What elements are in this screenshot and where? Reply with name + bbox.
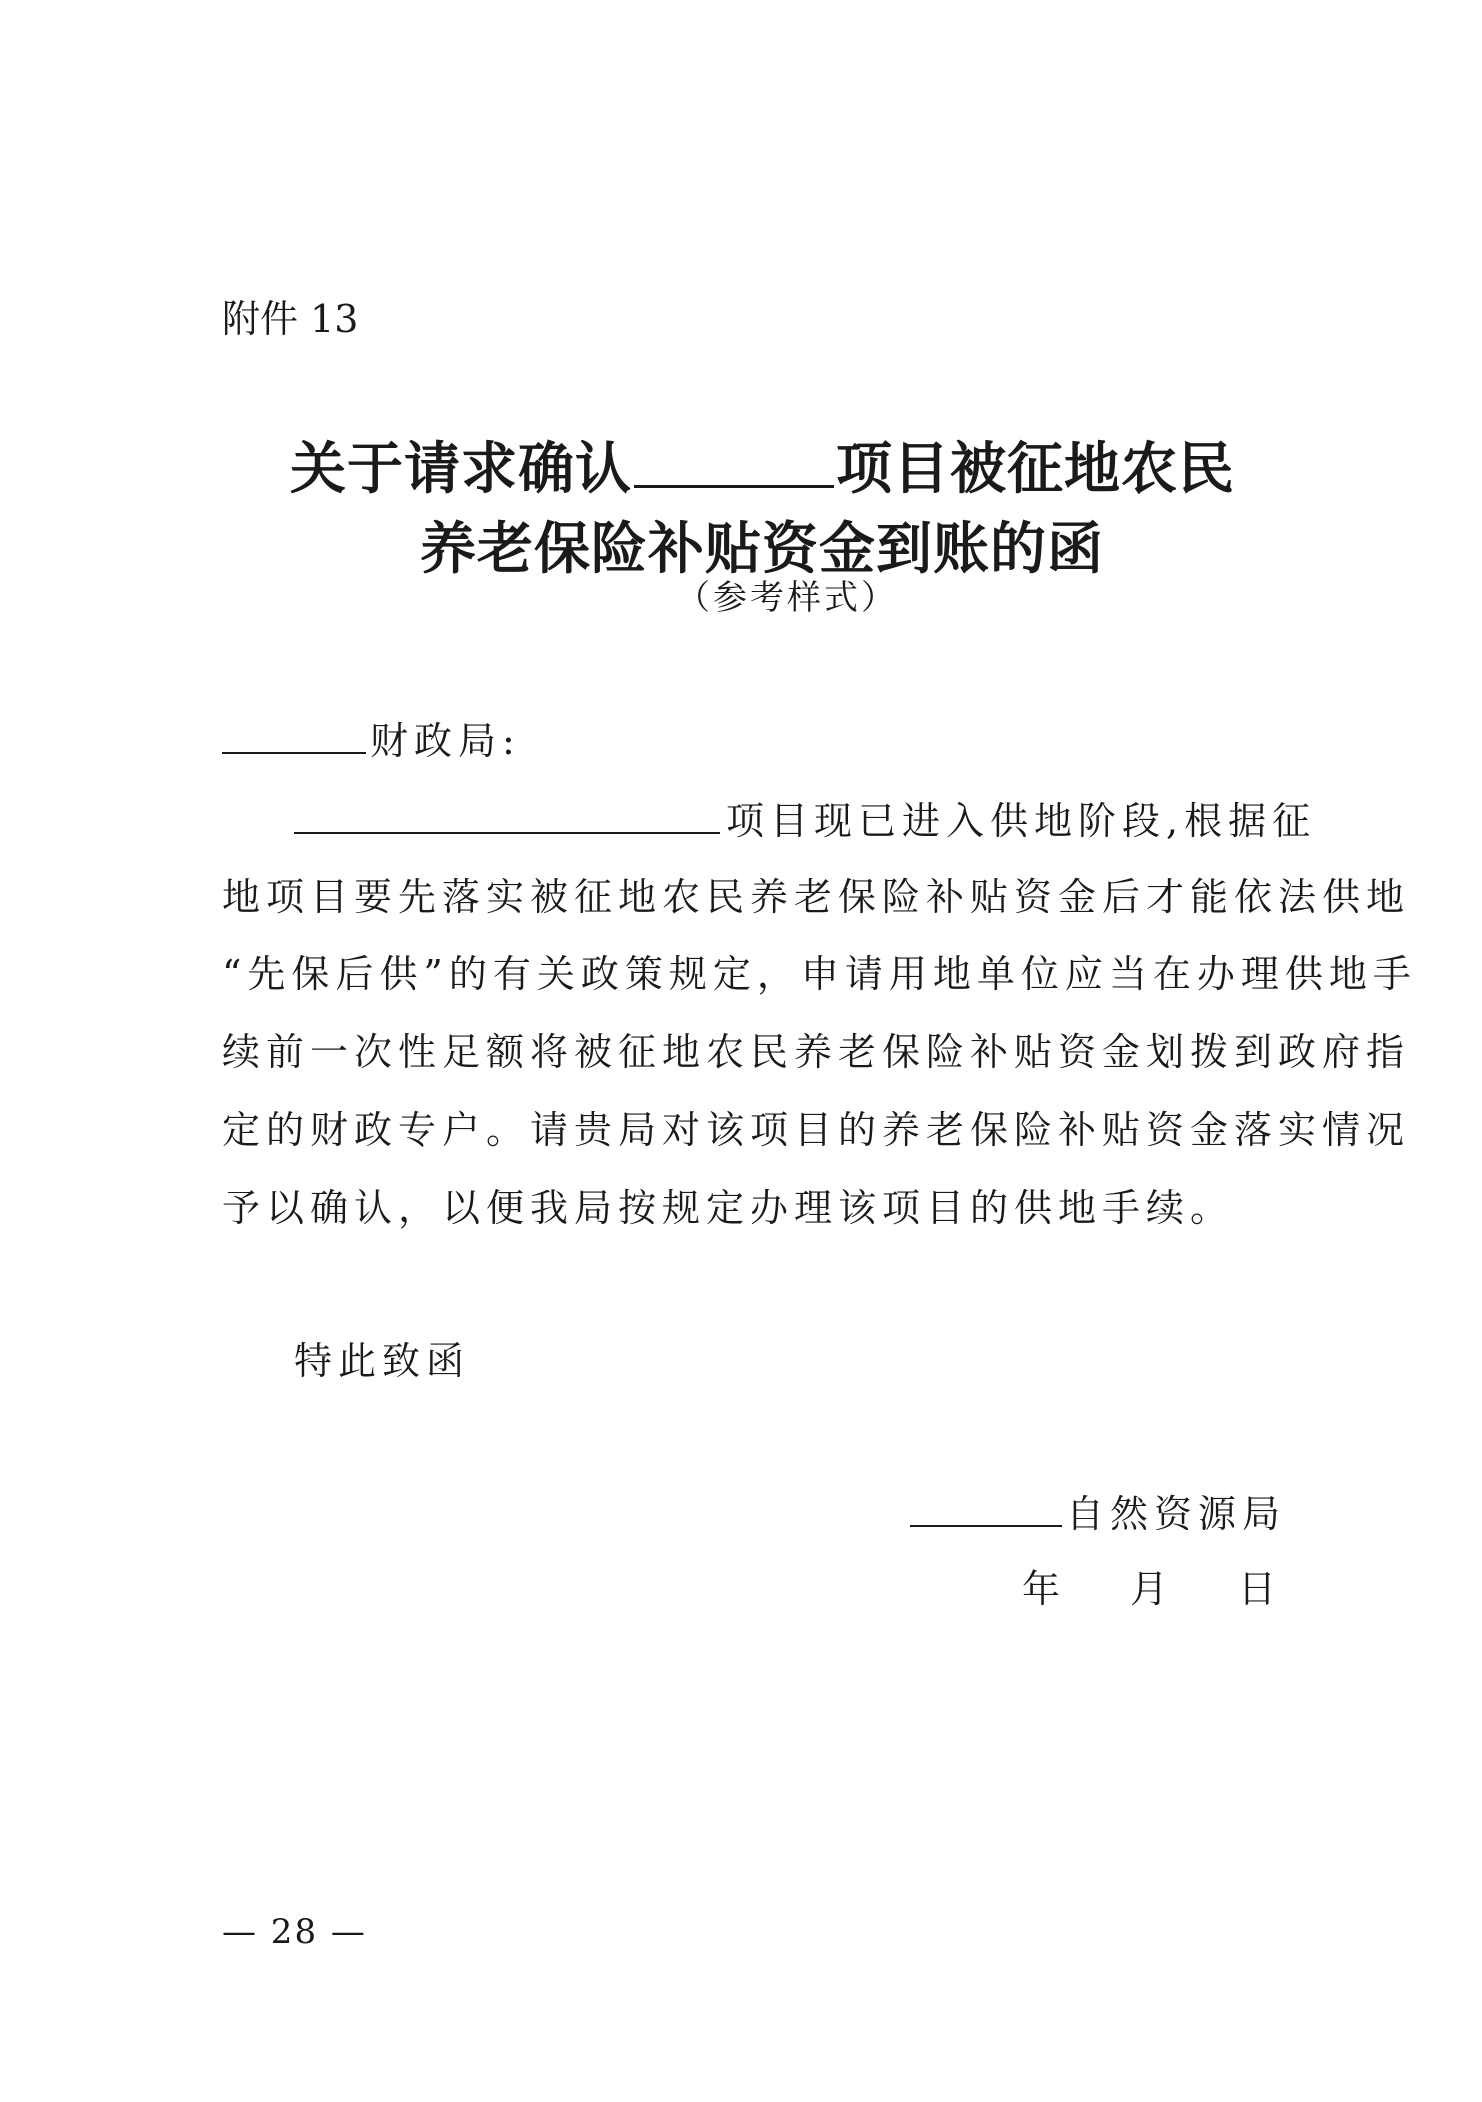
- document-subtitle: （参考样式）: [676, 578, 898, 618]
- paragraph-line-5: 定的财政专户。请贵局对该项目的养老保险补贴资金落实情况: [222, 1108, 1411, 1152]
- signature-label: 自然资源局: [1066, 1492, 1287, 1536]
- date-day: 日: [1238, 1567, 1283, 1611]
- addressee-label: 财政局:: [370, 719, 521, 763]
- addressee-blank: [222, 718, 366, 754]
- title-prefix: 关于请求确认: [290, 437, 632, 502]
- date-month: 月: [1130, 1567, 1175, 1611]
- signature: [910, 1483, 1286, 1538]
- closing-text: 特此致函: [294, 1339, 471, 1383]
- date-line: [1022, 1558, 1282, 1613]
- signature-blank: [910, 1491, 1062, 1527]
- paragraph-line-2: 地项目要先落实被征地农民养老保险补贴资金后才能依法供地: [222, 875, 1411, 919]
- title-project-blank: [634, 435, 834, 488]
- title-suffix: 项目被征地农民: [836, 437, 1235, 502]
- attachment-label: 附件 13: [222, 297, 359, 341]
- paragraph-line-1: [294, 790, 1316, 845]
- paragraph-line-3: “先保后供”的有关政策规定，申请用地单位应当在办理供地手: [222, 952, 1417, 996]
- date-year: 年: [1022, 1567, 1067, 1611]
- paragraph-line-1-text: 项目现已进入供地阶段,根据征: [726, 799, 1317, 843]
- page-number: — 28 —: [222, 1912, 367, 1952]
- project-name-blank: [294, 798, 720, 834]
- paragraph-line-6: 予以确认，以便我局按规定办理该项目的供地手续。: [222, 1186, 1235, 1230]
- addressee: [222, 710, 521, 765]
- document-title-line-2: 养老保险补贴资金到账的函: [420, 517, 1104, 582]
- paragraph-line-4: 续前一次性足额将被征地农民养老保险补贴资金划拨到政府指: [222, 1030, 1411, 1074]
- document-title-line-1: [290, 425, 1235, 505]
